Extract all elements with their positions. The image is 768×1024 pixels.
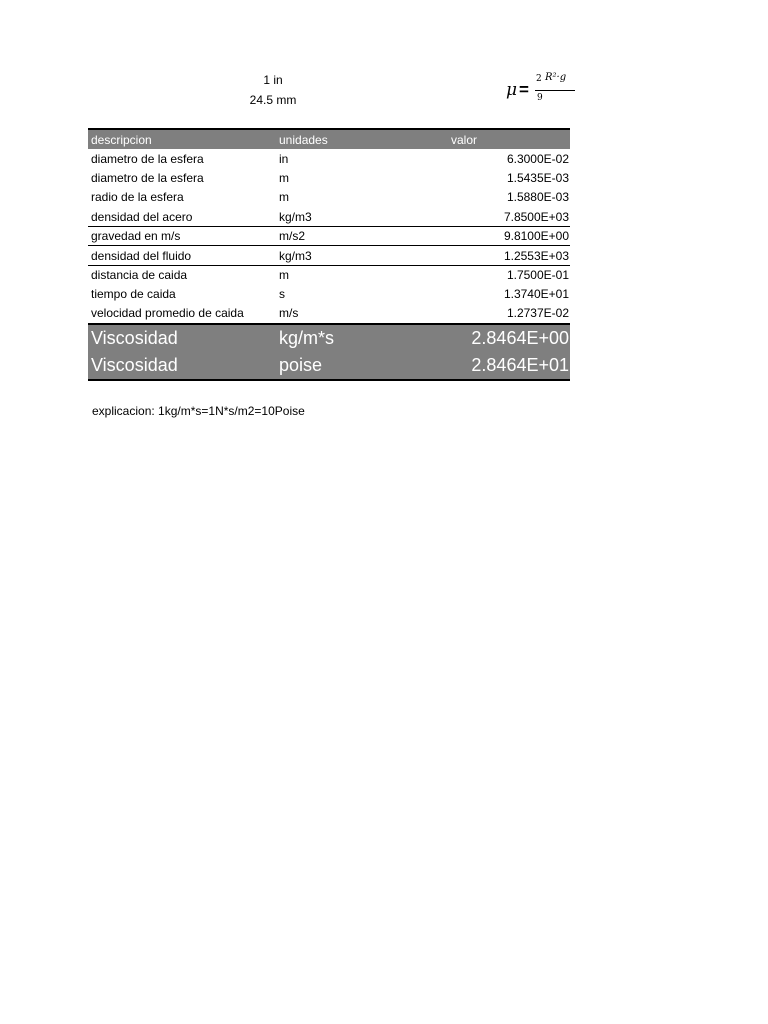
table-row	[88, 265, 570, 284]
table-row	[88, 149, 570, 168]
table-row	[88, 246, 570, 265]
cell-descripcion: diametro de la esfera	[91, 171, 204, 186]
cell-descripcion: densidad del acero	[91, 209, 193, 224]
cell-unidades: kg/m3	[279, 209, 312, 224]
cell-descripcion: velocidad promedio de caida	[91, 306, 244, 321]
result-row-kg-m-s	[88, 324, 570, 352]
cell-valor: 1.7500E-01	[449, 265, 570, 284]
result-unit: poise	[276, 352, 449, 380]
table-row	[88, 207, 570, 226]
cell-unidades: m	[279, 190, 289, 205]
result-value: 2.8464E+01	[449, 352, 570, 380]
result-row-poise	[88, 352, 570, 380]
cell-unidades: kg/m3	[276, 246, 449, 265]
cell-valor: 6.3000E-02	[506, 151, 569, 166]
cell-valor: 1.2553E+03	[449, 246, 570, 265]
formula-denominator: 9	[537, 93, 543, 103]
cell-descripcion: radio de la esfera	[91, 190, 184, 205]
conversion-inch: 1 in	[263, 73, 283, 87]
cell-descripcion: densidad del fluido	[88, 246, 276, 265]
table-row	[88, 304, 570, 323]
cell-descripcion: gravedad en m/s	[88, 227, 276, 246]
result-label: Viscosidad	[88, 352, 276, 380]
cell-valor: 7.8500E+03	[503, 209, 569, 224]
formula-fraction-bar	[535, 90, 575, 91]
cell-valor: 1.5435E-03	[506, 171, 569, 186]
table-row	[88, 227, 570, 246]
cell-unidades: m/s2	[276, 227, 449, 246]
cell-descripcion: diametro de la esfera	[91, 151, 204, 166]
cell-descripcion: distancia de caida	[88, 265, 276, 284]
conversion-mm: 24.5 mm	[249, 93, 297, 107]
header-valor: valor	[451, 132, 478, 147]
cell-unidades: m/s	[279, 306, 299, 321]
table-row	[88, 188, 570, 207]
cell-valor: 1.2737E-02	[506, 306, 569, 321]
header-descripcion: descripcion	[91, 132, 152, 147]
result-label: Viscosidad	[88, 324, 276, 352]
table-row	[88, 285, 570, 304]
cell-unidades: m	[276, 265, 449, 284]
cell-unidades: in	[279, 151, 289, 166]
cell-descripcion: tiempo de caida	[91, 287, 176, 302]
formula-mu: μ	[506, 80, 518, 100]
cell-valor: 1.5880E-03	[506, 190, 569, 205]
table-row	[88, 168, 570, 187]
result-value: 2.8464E+00	[449, 324, 570, 352]
result-unit: kg/m*s	[276, 324, 449, 352]
formula-numerator-expr: R²·g	[545, 72, 567, 83]
table-header-row	[88, 129, 570, 149]
data-table	[88, 128, 570, 381]
cell-valor: 1.3740E+01	[503, 287, 569, 302]
header-unidades: unidades	[279, 132, 328, 147]
viscosity-formula	[506, 72, 576, 112]
formula-numerator-coef: 2	[536, 74, 542, 84]
cell-valor: 9.8100E+00	[449, 227, 570, 246]
cell-unidades: s	[279, 287, 285, 302]
cell-unidades: m	[279, 171, 289, 186]
explanation-note: explicacion: 1kg/m*s=1N*s/m2=10Poise	[92, 404, 305, 418]
formula-equals: =	[519, 80, 529, 99]
